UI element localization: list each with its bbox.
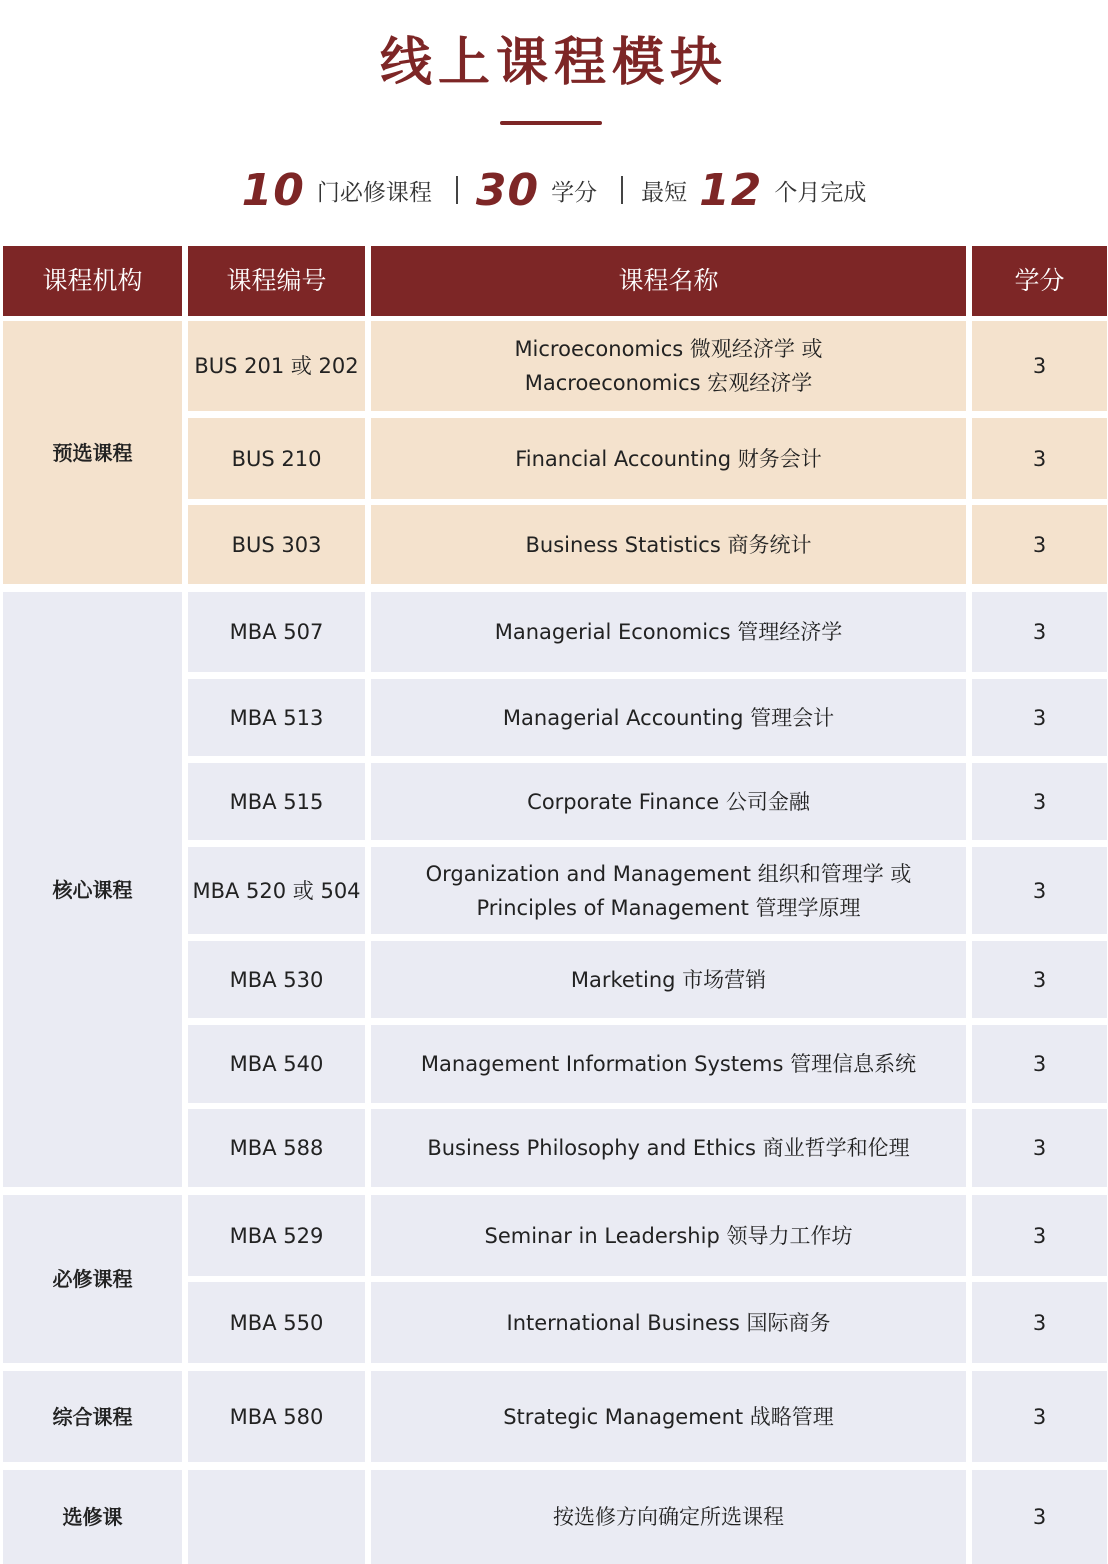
course-name: Financial Accounting 财务会计 [371, 418, 966, 499]
category-required: 必修课程 [3, 1195, 182, 1363]
summary-divider [456, 176, 458, 204]
course-credits: 3 [972, 321, 1107, 411]
course-code [188, 1470, 365, 1564]
course-name-line: Microeconomics 微观经济学 或 [514, 337, 823, 361]
credits-label: 学分 [551, 179, 598, 206]
course-code: MBA 540 [188, 1025, 365, 1103]
courses-count: 10 [241, 164, 305, 216]
course-credits: 3 [972, 1470, 1107, 1564]
course-name [371, 847, 966, 934]
title-underline [500, 121, 602, 125]
header-course-name: 课程名称 [371, 246, 966, 316]
course-name: Strategic Management 战略管理 [371, 1371, 966, 1462]
header-course-code: 课程编号 [188, 246, 365, 316]
course-credits: 3 [972, 847, 1107, 934]
course-code: BUS 303 [188, 505, 365, 584]
course-code: MBA 580 [188, 1371, 365, 1462]
category-prerequisite: 预选课程 [3, 321, 182, 584]
category-elective: 选修课 [3, 1470, 182, 1564]
course-credits: 3 [972, 505, 1107, 584]
course-credits: 3 [972, 418, 1107, 499]
course-name: Business Philosophy and Ethics 商业哲学和伦理 [371, 1109, 966, 1187]
course-name-line: Organization and Management 组织和管理学 或 [425, 861, 912, 886]
course-name-line: Principles of Management 管理学原理 [476, 895, 861, 920]
course-name: Seminar in Leadership 领导力工作坊 [371, 1195, 966, 1276]
category-capstone: 综合课程 [3, 1371, 182, 1462]
course-name: Corporate Finance 公司金融 [371, 763, 966, 840]
course-credits: 3 [972, 763, 1107, 840]
course-name: International Business 国际商务 [371, 1282, 966, 1363]
credits-count: 30 [475, 164, 540, 216]
course-name: Business Statistics 商务统计 [371, 505, 966, 584]
course-code: MBA 520 或 504 [188, 847, 365, 934]
course-code: MBA 530 [188, 941, 365, 1018]
course-code: MBA 507 [188, 592, 365, 672]
course-credits: 3 [972, 1109, 1107, 1187]
course-code: MBA 513 [188, 679, 365, 756]
course-credits: 3 [972, 592, 1107, 672]
course-name-line: Macroeconomics 宏观经济学 [524, 371, 813, 395]
course-code: MBA 529 [188, 1195, 365, 1276]
course-code: MBA 588 [188, 1109, 365, 1187]
duration-label: 个月完成 [774, 179, 867, 206]
duration-count: 12 [699, 164, 763, 216]
course-credits: 3 [972, 1025, 1107, 1103]
course-name: Managerial Accounting 管理会计 [371, 679, 966, 756]
course-code: MBA 550 [188, 1282, 365, 1363]
course-name: Marketing 市场营销 [371, 941, 966, 1018]
summary-divider [621, 176, 623, 204]
course-name [371, 321, 966, 411]
course-name: Management Information Systems 管理信息系统 [371, 1025, 966, 1103]
courses-label: 门必修课程 [316, 179, 432, 206]
course-code: BUS 201 或 202 [188, 321, 365, 411]
course-credits: 3 [972, 1371, 1107, 1462]
course-credits: 3 [972, 941, 1107, 1018]
course-code: MBA 515 [188, 763, 365, 840]
category-core: 核心课程 [3, 592, 182, 1187]
course-name: Managerial Economics 管理经济学 [371, 592, 966, 672]
page-title: 线上课程模块 [379, 33, 728, 93]
course-credits: 3 [972, 679, 1107, 756]
program-summary [0, 160, 1108, 220]
course-credits: 3 [972, 1195, 1107, 1276]
header-institution: 课程机构 [3, 246, 182, 316]
course-credits: 3 [972, 1282, 1107, 1363]
duration-prefix: 最短 [641, 179, 688, 206]
course-name: 按选修方向确定所选课程 [371, 1470, 966, 1564]
course-code: BUS 210 [188, 418, 365, 499]
header-credits: 学分 [972, 246, 1107, 316]
